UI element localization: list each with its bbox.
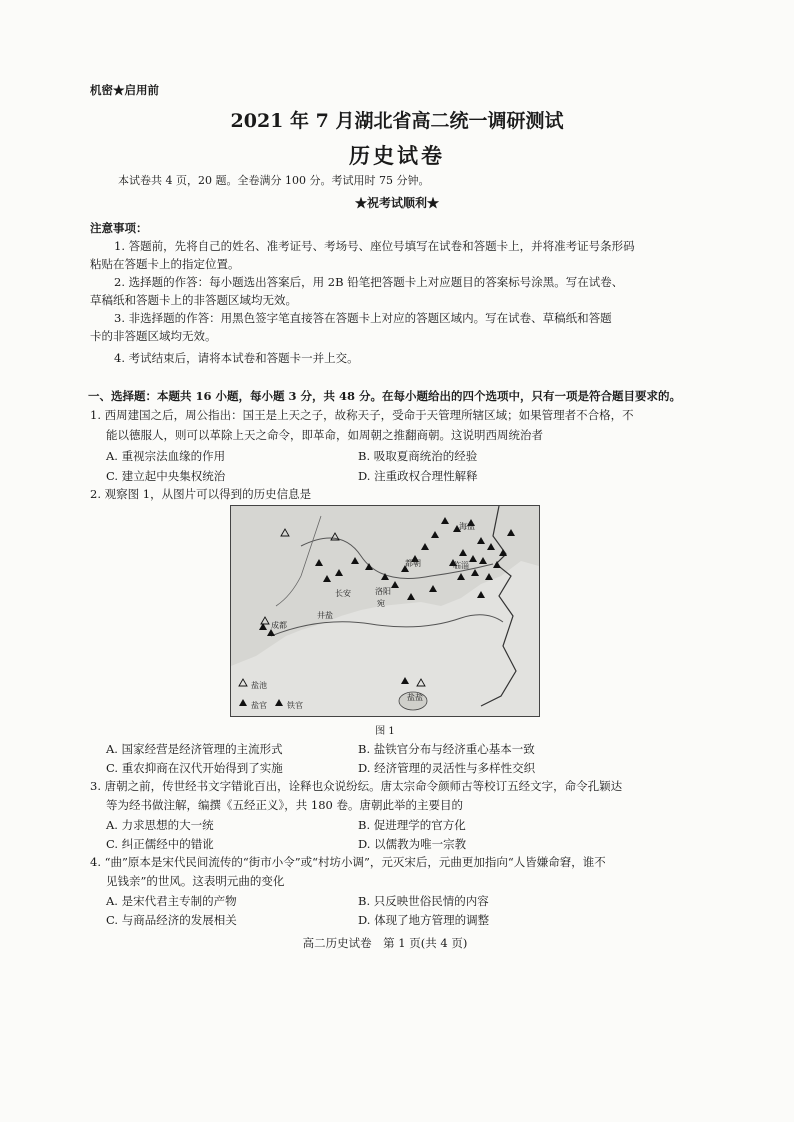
q4-stem-line1: 4. “曲”原本是宋代民间流传的“街市小令”或“村坊小调”，元灭宋后，元曲更加指向“人皆嫌命窘，谁不 (90, 855, 606, 869)
exam-info: 本试卷共 4 页，20 题。全卷满分 100 分。考试用时 75 分钟。 (118, 174, 430, 187)
place-label: 成都 (271, 621, 287, 630)
q4-option-c: C. 与商品经济的发展相关 (106, 913, 237, 927)
place-label: 井盐 (317, 611, 333, 620)
place-label: 临淄 (453, 561, 469, 570)
place-label: 长安 (335, 589, 351, 598)
place-label: 洛阳 (375, 587, 391, 596)
place-label: 盐盐 (407, 693, 423, 702)
notes-heading: 注意事项： (90, 221, 148, 235)
q2-option-a: A. 国家经营是经济管理的主流形式 (106, 742, 283, 756)
note-line: 粘贴在答题卡上的指定位置。 (90, 257, 240, 271)
q1-option-c: C. 建立起中央集权统治 (106, 469, 226, 483)
legend-salt-symbol (239, 699, 247, 706)
place-label: 都朝 (405, 559, 421, 568)
q4-option-d: D. 体现了地方管理的调整 (358, 913, 490, 927)
note-line: 草稿纸和答题卡上的非答题区域均无效。 (90, 293, 297, 307)
q3-option-d: D. 以儒教为唯一宗教 (358, 837, 467, 851)
q3-stem-line1: 3. 唐朝之前，传世经书文字错讹百出，诠释也众说纷纭。唐太宗命令颜师古等校订五经文字，命令孔颖达 (90, 779, 623, 793)
note-line: 1. 答题前，先将自己的姓名、准考证号、考场号、座位号填写在试卷和答题卡上，并将准考证号条形码 (114, 239, 635, 253)
place-label: 海盐 (459, 522, 475, 531)
q1-option-b: B. 吸取夏商统治的经验 (358, 449, 478, 463)
q1-stem-line2: 能以德服人，则可以革除上天之命令，即革命，如周朝之推翻商朝。这说明西周统治者 (106, 428, 543, 442)
map-drawing (231, 506, 539, 716)
q2-stem: 2. 观察图 1，从图片可以得到的历史信息是 (90, 487, 312, 501)
place-label: 宛 (377, 599, 385, 608)
legend-salt-pool-label: 盐池 (251, 681, 267, 690)
q1-option-d: D. 注重政权合理性解释 (358, 469, 478, 483)
confidential-mark: 机密★启用前 (90, 83, 159, 97)
q3-option-c: C. 纠正儒经中的错讹 (106, 837, 214, 851)
q4-stem-line2: 见钱亲”的世风。这表明元曲的变化 (106, 874, 285, 888)
exam-subtitle: 历史试卷 (349, 143, 445, 168)
q1-option-a: A. 重视宗法血缘的作用 (106, 449, 226, 463)
q2-option-b: B. 盐铁官分布与经济重心基本一致 (358, 742, 535, 756)
q3-stem-line2: 等为经书做注解，编撰《五经正义》，共 180 卷。唐朝此举的主要目的 (106, 798, 464, 812)
exam-title: 2021 年 7 月湖北省高二统一调研测试 (230, 110, 564, 132)
note-line: 2. 选择题的作答：每小题选出答案后，用 2B 铅笔把答题卡上对应题目的答案标号涂黑。写在试卷、 (114, 275, 624, 289)
legend-iron-symbol (275, 699, 283, 706)
page-footer: 高二历史试卷 第 1 页(共 4 页) (302, 936, 468, 950)
legend-salt-pool-symbol (239, 679, 247, 686)
q3-option-b: B. 促进理学的官方化 (358, 818, 466, 832)
figure-caption: 图 1 (375, 726, 395, 737)
legend-salt-label: 盐官 (251, 701, 267, 710)
section-heading: 一、选择题：本题共 16 小题，每小题 3 分，共 48 分。在每小题给出的四个选项中，只有一项是符合题目要求的。 (88, 389, 682, 403)
note-line: 卡的非答题区域均无效。 (90, 329, 217, 343)
q4-option-a: A. 是宋代君主专制的产物 (106, 894, 237, 908)
q3-option-a: A. 力求思想的大一统 (106, 818, 214, 832)
q1-stem-line1: 1. 西周建国之后，周公指出：国王是上天之子，故称天子，受命于天管理所辖区域；如果管理者不合格，不 (90, 408, 634, 422)
note-line: 3. 非选择题的作答：用黑色签字笔直接答在答题卡上对应的答题区域内。写在试卷、草稿纸和答题 (114, 311, 612, 325)
note-line: 4. 考试结束后，请将本试卷和答题卡一并上交。 (114, 351, 359, 365)
q4-option-b: B. 只反映世俗民情的内容 (358, 894, 489, 908)
good-luck-banner: ★祝考试顺利★ (354, 196, 439, 210)
q2-option-c: C. 重农抑商在汉代开始得到了实施 (106, 761, 283, 775)
legend-iron-label: 铁官 (287, 701, 303, 710)
q2-option-d: D. 经济管理的灵活性与多样性交织 (358, 761, 536, 775)
han-salt-iron-map (230, 505, 540, 717)
